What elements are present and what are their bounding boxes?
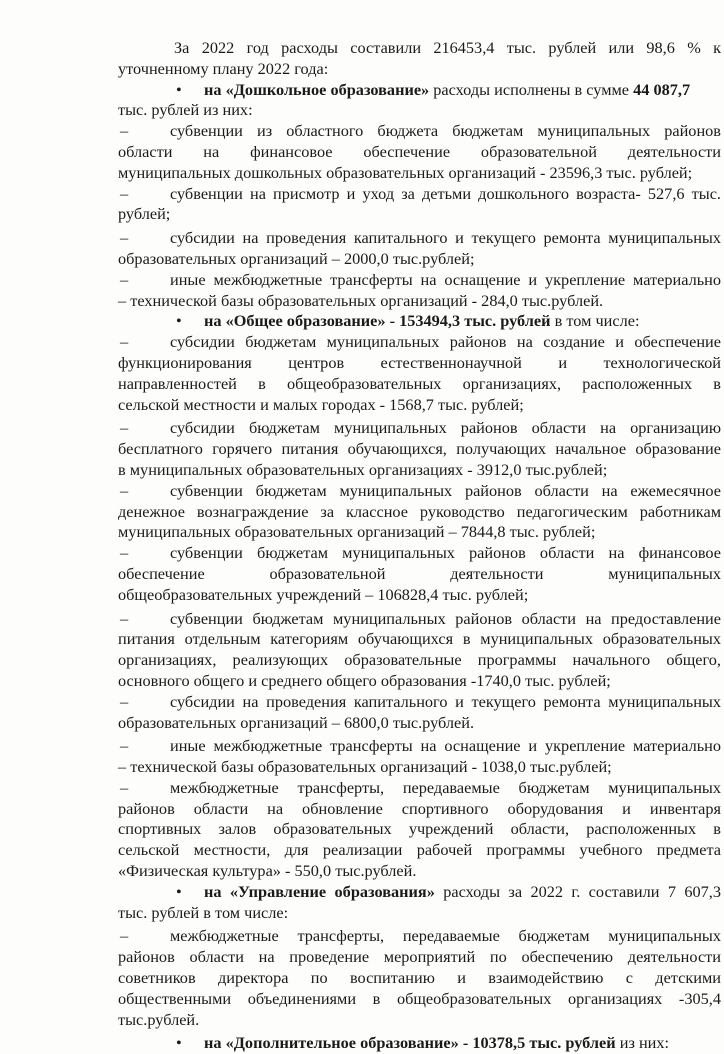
line-text: общественными объединениями в общеобразовательных организациях -305,4 bbox=[118, 988, 721, 1008]
text-line bbox=[118, 926, 721, 947]
line-text: питания отдельным категориям обучающихся в муниципальных образовательных bbox=[118, 629, 721, 649]
text-line bbox=[118, 460, 721, 481]
line-text: субсидии на проведения капитального и текущего ремонта муниципальных bbox=[170, 691, 721, 711]
line-text: рублей; bbox=[118, 204, 171, 224]
text-line bbox=[118, 989, 721, 1010]
text-line bbox=[118, 59, 721, 80]
line-text: За 2022 год расходы составили 216453,4 тыс. рублей или 98,6 % к bbox=[174, 38, 721, 57]
text-line bbox=[118, 543, 721, 564]
line-text: районов области на проведение мероприятий по обеспечению деятельности bbox=[118, 947, 721, 967]
text-line bbox=[118, 163, 721, 184]
line-text: общеобразовательных учреждений – 106828,4 тыс. рублей; bbox=[118, 584, 529, 604]
text-line bbox=[118, 502, 721, 523]
text-line bbox=[118, 736, 721, 757]
text-line bbox=[118, 1033, 721, 1054]
line-text: области на финансовое обеспечение образовательной деятельности bbox=[118, 141, 721, 161]
text-line bbox=[118, 121, 721, 142]
text-line bbox=[118, 968, 721, 989]
section-heading: на «Дошкольное образование» bbox=[204, 79, 430, 99]
text-line bbox=[118, 80, 721, 101]
line-text: денежное вознаграждение за классное руководство педагогическим работникам bbox=[118, 501, 721, 521]
text-line bbox=[118, 100, 721, 121]
text-line bbox=[118, 947, 721, 968]
line-text: межбюджетные трансферты, передаваемые бюджетам муниципальных bbox=[170, 926, 721, 946]
line-text: в том числе: bbox=[550, 311, 640, 331]
line-text: субвенции бюджетам муниципальных районов области на финансовое bbox=[170, 543, 721, 563]
text-line bbox=[118, 249, 721, 270]
text-line bbox=[118, 522, 721, 543]
line-text: организациях, реализующих образовательные программы начального общего, bbox=[118, 650, 721, 670]
line-text: субвенции бюджетам муниципальных районов области на предоставление bbox=[170, 608, 721, 628]
text-line bbox=[118, 585, 721, 606]
amount-value: 44 087,7 bbox=[633, 79, 691, 99]
line-text: субсидии бюджетам муниципальных районов на создание и обеспечение bbox=[170, 332, 721, 352]
line-text: в муниципальных образовательных организациях - 3912,0 тыс.рублей; bbox=[118, 459, 608, 479]
text-line bbox=[118, 142, 721, 163]
line-text: из них: bbox=[615, 1033, 670, 1053]
text-line bbox=[118, 1010, 721, 1031]
text-line bbox=[118, 650, 721, 671]
line-text: субвенции на присмотр и уход за детьми дошкольного возраста- 527,6 тыс. bbox=[170, 183, 721, 203]
line-text: субвенции из областного бюджета бюджетам муниципальных районов bbox=[170, 121, 721, 141]
text-line bbox=[118, 757, 721, 778]
line-text: сельской местности, для реализации рабочей программы учебного предмета bbox=[118, 840, 721, 860]
text-line bbox=[118, 903, 721, 924]
text-line bbox=[118, 861, 721, 882]
text-line bbox=[118, 713, 721, 734]
text-line bbox=[118, 353, 721, 374]
line-text: тыс.рублей. bbox=[118, 1009, 200, 1029]
line-text: межбюджетные трансферты, передаваемые бюджетам муниципальных bbox=[170, 777, 721, 797]
text-line bbox=[118, 629, 721, 650]
line-text: советников директора по воспитанию и взаимодействию с детскими bbox=[118, 968, 721, 988]
text-line bbox=[118, 228, 721, 249]
text-line bbox=[118, 270, 721, 291]
line-text: направленностей в общеобразовательных организациях, расположенных в bbox=[118, 373, 721, 393]
text-line bbox=[118, 609, 721, 630]
text-line bbox=[118, 564, 721, 585]
line-text: тыс. рублей в том числе: bbox=[118, 902, 289, 922]
text-line bbox=[118, 671, 721, 692]
text-line bbox=[118, 395, 721, 416]
line-text: расходы за 2022 г. составили 7 607,3 bbox=[434, 881, 721, 901]
line-text: образовательных организаций – 6800,0 тыс.рублей. bbox=[118, 712, 475, 732]
text-line bbox=[118, 184, 721, 205]
line-text: расходы исполнены в сумме bbox=[429, 79, 634, 99]
line-text: муниципальных дошкольных образовательных организаций - 23596,3 тыс. рублей; bbox=[118, 162, 693, 182]
line-text: основного общего и среднего общего образования -1740,0 тыс. рублей; bbox=[118, 670, 611, 690]
line-text: бесплатного горячего питания обучающихся, получающих начальное образование bbox=[118, 439, 721, 459]
section-heading: на «Дополнительное образование» - 10378,5 тыс. рублей bbox=[204, 1033, 616, 1053]
line-text: спортивных залов образовательных учреждений области, расположенных в bbox=[118, 819, 721, 839]
text-line bbox=[118, 332, 721, 353]
line-text: – технической базы образовательных организаций - 284,0 тыс.рублей. bbox=[118, 290, 604, 310]
text-line bbox=[118, 799, 721, 820]
line-text: обеспечение образовательной деятельности муниципальных bbox=[118, 563, 721, 583]
text-line bbox=[118, 418, 721, 439]
text-line bbox=[118, 374, 721, 395]
line-text: муниципальных образовательных организаций – 7844,8 тыс. рублей; bbox=[118, 522, 596, 542]
line-text: уточненному плану 2022 года: bbox=[118, 58, 329, 78]
text-line bbox=[118, 311, 721, 332]
text-line bbox=[118, 840, 721, 861]
text-line bbox=[118, 439, 721, 460]
text-line bbox=[118, 882, 721, 903]
text-line bbox=[118, 692, 721, 713]
section-heading: на «Управление образования» bbox=[204, 881, 435, 901]
line-text: сельской местности и малых городах - 1568,7 тыс. рублей; bbox=[118, 394, 524, 414]
line-text: районов области на обновление спортивного оборудования и инвентаря bbox=[118, 798, 721, 818]
line-text: субвенции бюджетам муниципальных районов области на ежемесячное bbox=[170, 480, 721, 500]
line-text: «Физическая культура» - 550,0 тыс.рублей. bbox=[118, 861, 417, 881]
line-text: иные межбюджетные трансферты на оснащение и укрепление материально bbox=[170, 269, 721, 289]
text-line bbox=[118, 778, 721, 799]
line-text: – технической базы образовательных организаций - 1038,0 тыс.рублей; bbox=[118, 757, 612, 777]
line-text: субсидии бюджетам муниципальных районов области на организацию bbox=[170, 418, 721, 438]
line-text: образовательных организаций – 2000,0 тыс.рублей; bbox=[118, 248, 475, 268]
line-text: субсидии на проведения капитального и текущего ремонта муниципальных bbox=[170, 228, 721, 248]
line-text: иные межбюджетные трансферты на оснащение и укрепление материально bbox=[170, 736, 721, 756]
text-line bbox=[118, 38, 721, 59]
text-line bbox=[118, 819, 721, 840]
line-text: тыс. рублей из них: bbox=[118, 100, 253, 120]
text-line bbox=[118, 291, 721, 312]
section-heading: на «Общее образование» - 153494,3 тыс. рублей bbox=[204, 311, 551, 331]
text-line bbox=[118, 481, 721, 502]
line-text: функционирования центров естественнонаучной и технологической bbox=[118, 352, 721, 372]
text-line bbox=[118, 204, 721, 225]
